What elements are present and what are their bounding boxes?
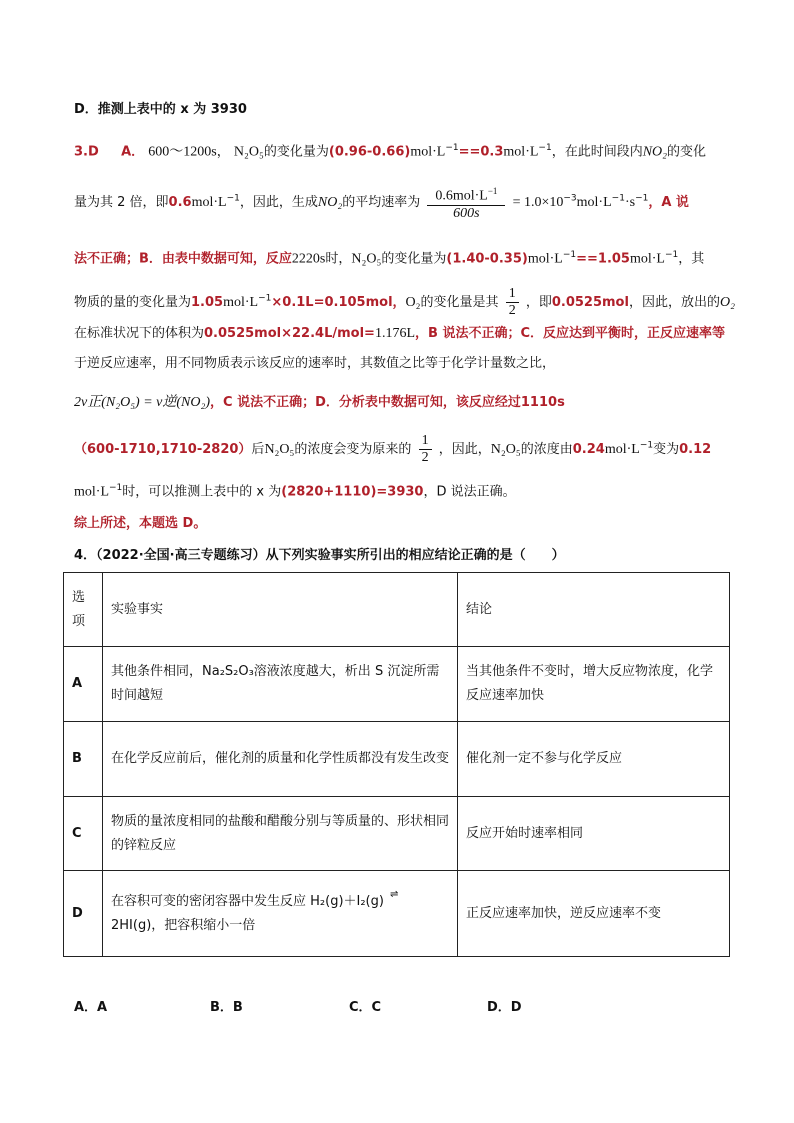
rate-fraction: $\frac{0.6mol\cdot L^{-1}}{600s}$ — [427, 183, 505, 222]
header-fact: 实验事实 — [103, 573, 458, 647]
table-header-row — [64, 573, 730, 647]
table-row — [64, 647, 730, 722]
solution-summary: 综上所述，本题选 D。 — [74, 516, 207, 531]
solution-line-7: 2v正(N₂O₅) = v逆(NO₂)，C 说法不正确；D．分析表中数据可知，该反应经过1110s — [74, 395, 565, 410]
solution-line-4: 物质的量的变化量为$1.05mol\cdot L^{-1}\times 0.1L=0.105mol$，O₂的变化量是其 $\frac{1}{2}$ ，即0.0525mol，因此，放出的O₂ — [74, 286, 735, 318]
row-option: D — [64, 871, 103, 957]
table-row — [64, 797, 730, 871]
question-stem: 4．（2022·全国·高三专题练习）从下列实验事实所引出的相应结论正确的是（ ） — [74, 548, 565, 563]
solution-line-2: 量为其 2 倍，即$0.6mol\cdot L^{-1}$，因此，生成NO₂的平均速率为 $\frac{0.6mol\cdot L^{-1}}{600s}$ = $1.0\times 10^{-3}mol\cdot L^{-1}\cdot s^{-1}$，A 说 — [74, 183, 689, 222]
row-fact: 物质的量浓度相同的盐酸和醋酸分别与等质量的、形状相同的锌粒反应 — [103, 797, 458, 871]
row-conclusion: 当其他条件不变时，增大反应物浓度，化学反应速率加快 — [458, 647, 730, 722]
row-option: B — [64, 722, 103, 797]
row-conclusion: 反应开始时速率相同 — [458, 797, 730, 871]
solution-line-9: $mol\cdot L^{-1}$时，可以推测上表中的 x 为(2820+1110)=3930，D 说法正确。 — [74, 483, 516, 500]
choice-b[interactable]: B．B — [210, 1000, 243, 1015]
header-conclusion: 结论 — [458, 573, 730, 647]
choice-c[interactable]: C．C — [349, 1000, 382, 1015]
experiment-table — [63, 572, 730, 957]
solution-number: 3.D — [74, 144, 99, 160]
half-fraction-2: $\frac{1}{2}$ — [419, 433, 432, 466]
row-conclusion: 正反应速率加快，逆反应速率不变 — [458, 871, 730, 957]
header-option: 选项 — [64, 573, 103, 647]
equilibrium-arrow-icon: ⇌ — [389, 888, 399, 900]
choice-d[interactable]: D．D — [487, 1000, 522, 1015]
solution-line-8: （600-1710,1710-2820）后N₂O₅的浓度会变为原来的 $\frac{1}{2}$ ，因此，N₂O₅的浓度由$0.24mol\cdot L^{-1}$变为0.12 — [74, 433, 712, 465]
row-option: C — [64, 797, 103, 871]
answer-choices — [74, 996, 674, 1016]
choice-a[interactable]: A．A — [74, 1000, 108, 1015]
solution-line-1: 3.D A． 600～1200s， N₂O₅的变化量为$(0.96-0.66)mol\cdot L^{-1}==0.3mol\cdot L^{-1}$，在此时间段内NO₂的变化 — [74, 143, 707, 160]
row-fact: 在容积可变的密闭容器中发生反应 H₂(g)＋I₂(g) ⇌ 2HI(g)，把容积缩小一倍 — [103, 871, 458, 957]
row-fact: 其他条件相同，Na₂S₂O₃溶液浓度越大，析出 S 沉淀所需时间越短 — [103, 647, 458, 722]
half-fraction: $\frac{1}{2}$ — [506, 286, 519, 319]
solution-line-3: 法不正确；B．由表中数据可知，反应2220s时，N₂O₅的变化量为$(1.40-0.35)mol\cdot L^{-1}==1.05mol\cdot L^{-1}$，其 — [74, 250, 705, 267]
previous-option-d: D．推测上表中的 x 为 3930 — [74, 102, 247, 117]
row-option: A — [64, 647, 103, 722]
row-conclusion: 催化剂一定不参与化学反应 — [458, 722, 730, 797]
solution-line-5: 在标准状况下的体积为0.0525mol×22.4L/mol=1.176L，B 说法不正确；C．反应达到平衡时，正反应速率等 — [74, 326, 725, 341]
table-row — [64, 722, 730, 797]
option-label-a: A． — [121, 144, 145, 160]
table-row — [64, 871, 730, 957]
row-fact: 在化学反应前后，催化剂的质量和化学性质都没有发生改变 — [103, 722, 458, 797]
solution-line-6: 于逆反应速率，用不同物质表示该反应的速率时，其数值之比等于化学计量数之比， — [74, 356, 556, 371]
